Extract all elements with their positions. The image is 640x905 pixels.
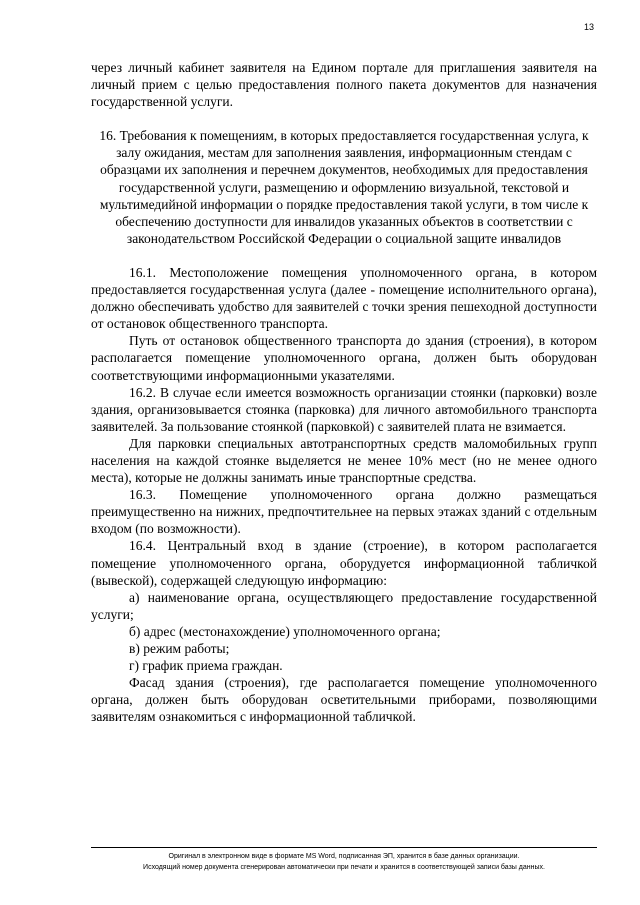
section-heading: 16. Требования к помещениям, в которых предоставляется государственная услуга, к залу ожидания, местам для заполнения заявления, информационным стендам с образцами их заполнения и перечнем документов, необходимых для предоставления государственной услуги, размещению и оформлению визуальной, текстовой и мультимедийной информации о порядке предоставления такой услуги, в том числе к обеспечению доступности для инвалидов указанных объектов в соответствии с законодательством Российской Федерации о социальной защите инвалидов <box>99 128 589 246</box>
footer-line-1: Оригинал в электронном виде в формате MS Word, подписанная ЭП, хранится в базе данных организации. <box>168 853 520 860</box>
list-item-v: в) режим работы; <box>129 641 230 656</box>
paragraph-16-4: 16.4. Центральный вход в здание (строение), в котором располагается помещение уполномоченного органа, оборудуется информационной табличкой (вывеской), содержащей следующую информацию: <box>91 538 597 588</box>
footer <box>91 851 597 873</box>
paragraph-16-3: 16.3. Помещение уполномоченного органа должно размещаться преимущественно на нижних, предпочтительнее на первых этажах зданий с отдельным входом (по возможности). <box>91 487 597 537</box>
intro-paragraph: через личный кабинет заявителя на Едином портале для приглашения заявителя на личный прием с целью предоставления полного пакета документов для назначения государственной услуги. <box>91 60 597 110</box>
paragraph-facade: Фасад здания (строения), где располагается помещение уполномоченного органа, должен быть оборудован осветительными приборами, позволяющими заявителям ознакомиться с информационной табличкой. <box>91 675 597 725</box>
paragraph-disabled-parking: Для парковки специальных автотранспортных средств маломобильных групп населения на каждой стоянке выделяется не менее 10% мест (но не менее одного места), которые не должны занимать иные транспортные средства. <box>91 435 597 486</box>
footer-divider <box>91 847 597 848</box>
page-number: 13 <box>583 22 594 32</box>
document-body <box>91 59 597 725</box>
footer-line-2: Исходящий номер документа сгенерирован автоматически при печати и хранится в соответствующей записи базы данных. <box>143 864 545 871</box>
paragraph-16-1: 16.1. Местоположение помещения уполномоченного органа, в котором предоставляется государственная услуга (далее - помещение исполнительного органа), должно обеспечивать удобство для заявителей с точки зрения пешеходной доступности от остановок общественного транспорта. <box>91 264 597 332</box>
list-item-a: а) наименование органа, осуществляющего предоставление государственной услуги; <box>91 589 597 622</box>
paragraph-transport-path: Путь от остановок общественного транспорта до здания (строения), в котором располагается помещение уполномоченного органа, должен быть оборудован соответствующими информационными указателями. <box>91 333 597 383</box>
list-item-g: г) график приема граждан. <box>129 658 283 674</box>
paragraph-16-2: 16.2. В случае если имеется возможность организации стоянки (парковки) возле здания, организовывается стоянка (парковка) для личного автомобильного транспорта заявителей. За пользование стоянкой (парковкой) с заявителей плата не взимается. <box>91 384 597 434</box>
list-item-b: б) адрес (местонахождение) уполномоченного органа; <box>129 623 441 639</box>
